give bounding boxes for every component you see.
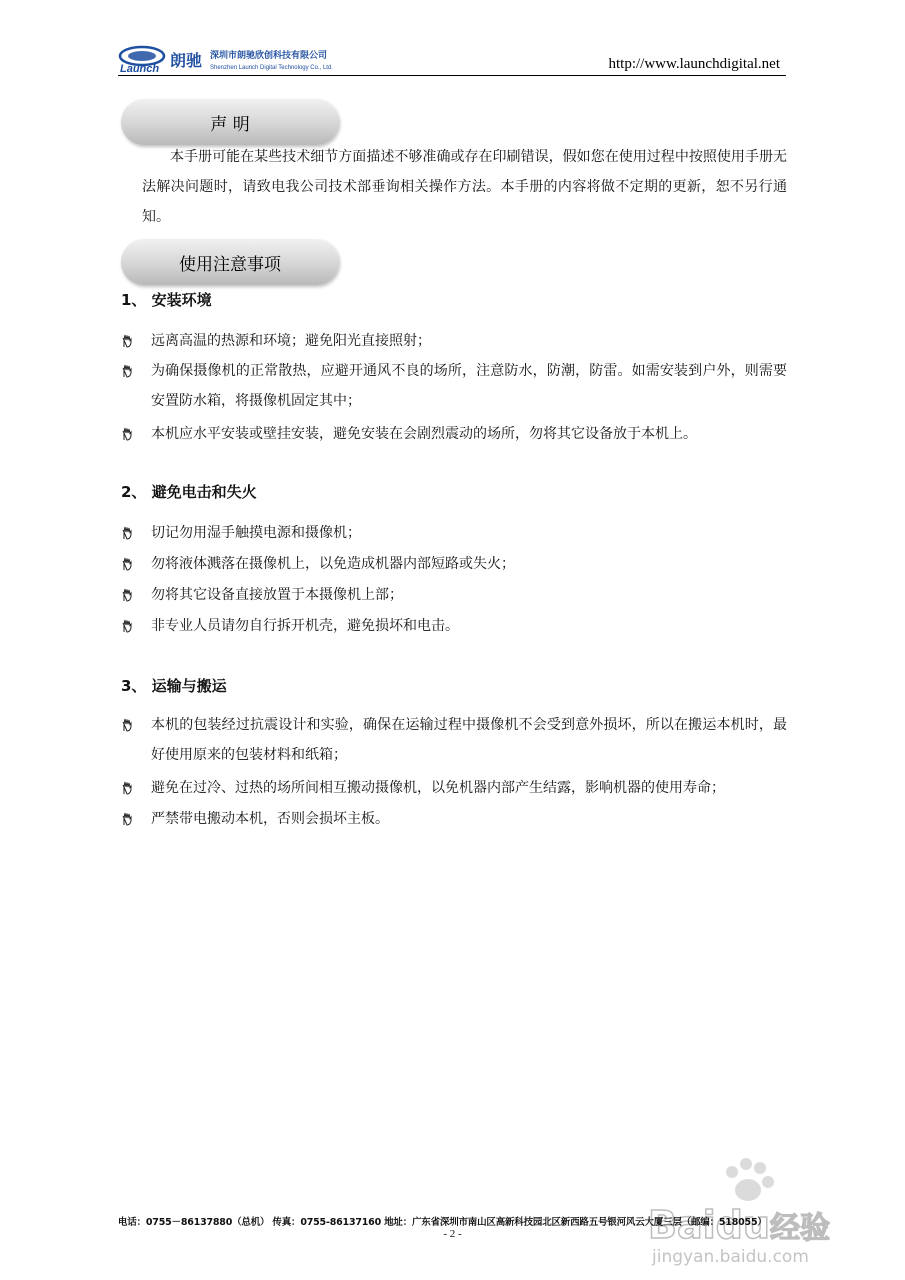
hand-pointer-icon xyxy=(121,334,133,348)
list-item-text: 勿将其它设备直接放置于本摄像机上部； xyxy=(151,587,403,603)
list-item xyxy=(121,419,787,449)
notes-title: 使用注意事项 xyxy=(121,239,339,285)
list-item-text: 非专业人员请勿自行拆开机壳，避免损坏和电击。 xyxy=(151,618,459,634)
hand-pointer-icon xyxy=(121,718,133,732)
list-item xyxy=(121,356,787,416)
footer-contact: 电话：0755－86137880（总机） 传真：0755-86137160 地址：广东省深圳市南山区高新科技园北区新西路五号银河风云大厦三层（邮编：518055） xyxy=(118,1217,767,1228)
hand-pointer-icon xyxy=(121,364,133,378)
list-item-text: 远离高温的热源和环境；避免阳光直接照射； xyxy=(151,333,431,349)
list-item-text: 本机应水平安装或壁挂安装，避免安装在会剧烈震动的场所，勿将其它设备放于本机上。 xyxy=(151,426,697,442)
hand-pointer-icon xyxy=(121,557,133,571)
list-item-text: 切记勿用湿手触摸电源和摄像机； xyxy=(151,525,361,541)
company-name-en: Shenzhen Launch Digital Technology Co., Ltd. xyxy=(210,65,333,71)
company-name-cn: 深圳市朗驰欣创科技有限公司 xyxy=(210,51,328,61)
hand-pointer-icon xyxy=(121,526,133,540)
section-heading-transport: 3、 运输与搬运 xyxy=(121,677,227,695)
list-item xyxy=(121,804,787,834)
hand-pointer-icon xyxy=(121,812,133,826)
logo-wordmark: Launch xyxy=(120,63,160,74)
list-item xyxy=(121,611,787,641)
header-divider xyxy=(118,75,786,76)
section-heading-installation: 1、 安装环境 xyxy=(121,291,212,309)
list-item xyxy=(121,580,787,610)
declaration-body: 本手册可能在某些技术细节方面描述不够准确或存在印刷错误，假如您在使用过程中按照使用手册无法解决问题时，请致电我公司技术部垂询相关操作方法。本手册的内容将做不定期的更新，恕不另行通知。 xyxy=(142,149,787,225)
list-item xyxy=(121,518,787,548)
list-item xyxy=(121,710,787,770)
list-item-text: 避免在过冷、过热的场所间相互搬动摄像机，以免机器内部产生结露，影响机器的使用寿命； xyxy=(151,780,725,796)
list-item xyxy=(121,773,787,803)
company-logo xyxy=(118,44,353,74)
list-item xyxy=(121,326,787,356)
watermark-url: jingyan.baidu.com xyxy=(652,1247,809,1267)
list-item xyxy=(121,549,787,579)
page-number: - 2 - xyxy=(443,1228,462,1240)
hand-pointer-icon xyxy=(121,619,133,633)
hand-pointer-icon xyxy=(121,781,133,795)
list-item-text: 为确保摄像机的正常散热，应避开通风不良的场所，注意防水，防潮，防雷。如需安装到户外，则需要安置防水箱，将摄像机固定其中； xyxy=(151,363,787,409)
list-item-text: 勿将液体溅落在摄像机上，以免造成机器内部短路或失火； xyxy=(151,556,515,572)
logo-cn: 朗驰 xyxy=(170,51,203,70)
website-url[interactable]: http://www.launchdigital.net xyxy=(608,56,780,72)
page-header xyxy=(118,40,786,78)
watermark-brand: Baidu xyxy=(648,1203,770,1247)
watermark-cn: 经验 xyxy=(770,1211,830,1246)
declaration-title: 声 明 xyxy=(121,99,339,145)
hand-pointer-icon xyxy=(121,588,133,602)
baidu-jingyan-watermark xyxy=(640,1150,850,1270)
hand-pointer-icon xyxy=(121,427,133,441)
section-heading-electric-fire: 2、 避免电击和失火 xyxy=(121,483,257,501)
list-item-text: 严禁带电搬动本机，否则会损坏主板。 xyxy=(151,811,389,827)
list-item-text: 本机的包装经过抗震设计和实验，确保在运输过程中摄像机不会受到意外损坏，所以在搬运本机时，最好使用原来的包装材料和纸箱； xyxy=(151,717,787,763)
